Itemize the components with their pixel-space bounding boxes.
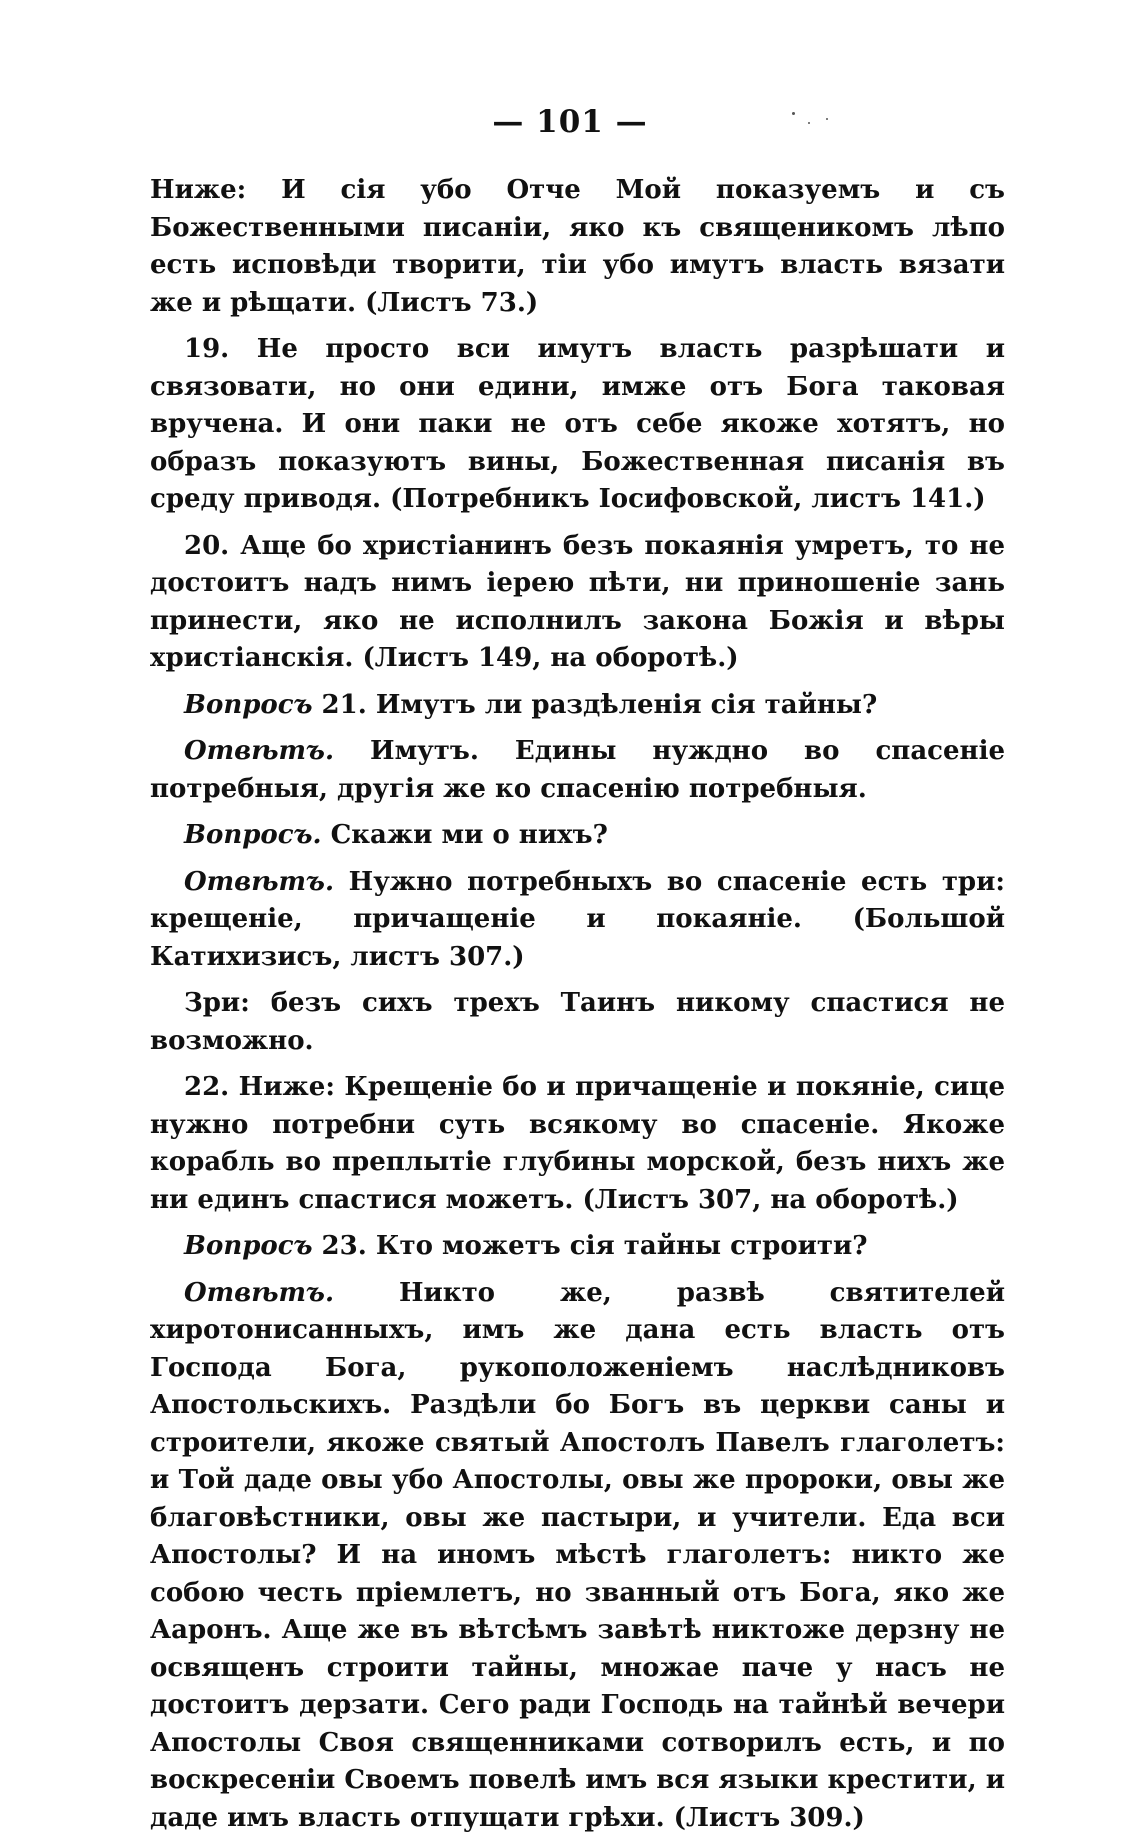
question — [150, 1228, 1005, 1266]
print-speck — [826, 118, 828, 120]
paragraph-text: Ниже: И сія убо Отче Мой показуемъ и съ Божественными писаніи, яко къ священикомъ лѣпо есть исповѣди творити, тіи убо имутъ власть вязати же и рѣщати. (Листъ 73.) — [150, 175, 1005, 318]
question — [150, 817, 1005, 855]
answer-text: Имутъ. Едины нуждно во спасеніе потребныя, другія же ко спасенію потребныя. — [150, 736, 1005, 804]
question-text: Скажи ми о нихъ? — [321, 820, 608, 850]
paragraph — [150, 331, 1005, 519]
print-speck — [792, 112, 795, 115]
paragraph — [150, 172, 1005, 322]
paragraph — [150, 1069, 1005, 1219]
paragraph — [150, 985, 1005, 1060]
answer — [150, 733, 1005, 808]
question-label: Вопросъ — [184, 1231, 313, 1261]
paragraph-text: 20. Аще бо христіанинъ безъ покаянія умретъ, то не достоитъ надъ нимъ іерею пѣти, ни приношеніе зань принести, яко не исполнилъ закона Божія и вѣры христіанскія. (Листъ 149, на оборотѣ.) — [150, 530, 1005, 673]
answer — [150, 864, 1005, 977]
paragraph-text: Зри: безъ сихъ трехъ Таинъ никому спастися не возможно. — [150, 988, 1005, 1056]
paragraph-text: 22. Ниже: Крещеніе бо и причащеніе и покяніе, сице нужно потребни суть всякому во спасеніе. Якоже корабль во преплытіе глубины морской, безъ нихъ же ни единъ спастися можетъ. (Листъ 307, на оборотѣ.) — [150, 1072, 1005, 1215]
question-label: Вопросъ. — [184, 820, 322, 850]
print-speck — [808, 122, 810, 124]
answer-label: Отвѣтъ. — [184, 866, 334, 897]
answer-text: Никто же, развѣ святителей хиротонисанныхъ, имъ же дана есть власть отъ Господа Бога, рукоположеніемъ наслѣдниковъ Апостольскихъ. Раздѣли бо Богъ въ церкви саны и строители, якоже святый Апостолъ Павелъ глаголетъ: и Той даде овы убо Апостолы, овы же пророки, овы же благовѣстники, овы же пастыри, и учители. Еда вси Апостолы? И на иномъ мѣстѣ глаголетъ: никто же собою честь пріемлетъ, но званный отъ Бога, яко же Ааронъ. Аще же въ вѣтсѣмъ завѣтѣ никтоже дерзну не освященъ строити тайны, множае паче у насъ не достоитъ дерзати. Сего ради Господь на тайнѣй вечери Апостолы Своя священниками сотворилъ есть, и по воскресеніи Своемъ повелѣ имъ вся языки крестити, и даде имъ власть отпущати грѣхи. (Листъ 309.) — [150, 1277, 1005, 1833]
page-body — [150, 172, 1005, 1846]
question — [150, 687, 1005, 725]
answer-label: Отвѣтъ. — [184, 736, 334, 766]
question-text: 21. Имутъ ли раздѣленія сія тайны? — [312, 689, 878, 720]
answer-text: Нужно потребныхъ во спасеніе есть три: крещеніе, причащеніе и покаяніе. (Большой Катихизисъ, листъ 307.) — [150, 866, 1005, 972]
answer — [150, 1275, 1005, 1838]
question-text: 23. Кто можетъ сія тайны строити? — [312, 1231, 868, 1261]
paragraph — [150, 528, 1005, 678]
question-label: Вопросъ — [184, 689, 313, 720]
answer-label: Отвѣтъ. — [184, 1277, 334, 1308]
page-number: — 101 — — [492, 104, 648, 140]
paragraph-text: 19. Не просто вси имутъ власть разрѣшати и связовати, но они едини, имже отъ Бога таковая вручена. И они паки не отъ себе якоже хотятъ, но образъ показуютъ вины, Божественная писанія въ среду приводя. (Потребникъ Іосифовской, листъ 141.) — [150, 334, 1005, 514]
